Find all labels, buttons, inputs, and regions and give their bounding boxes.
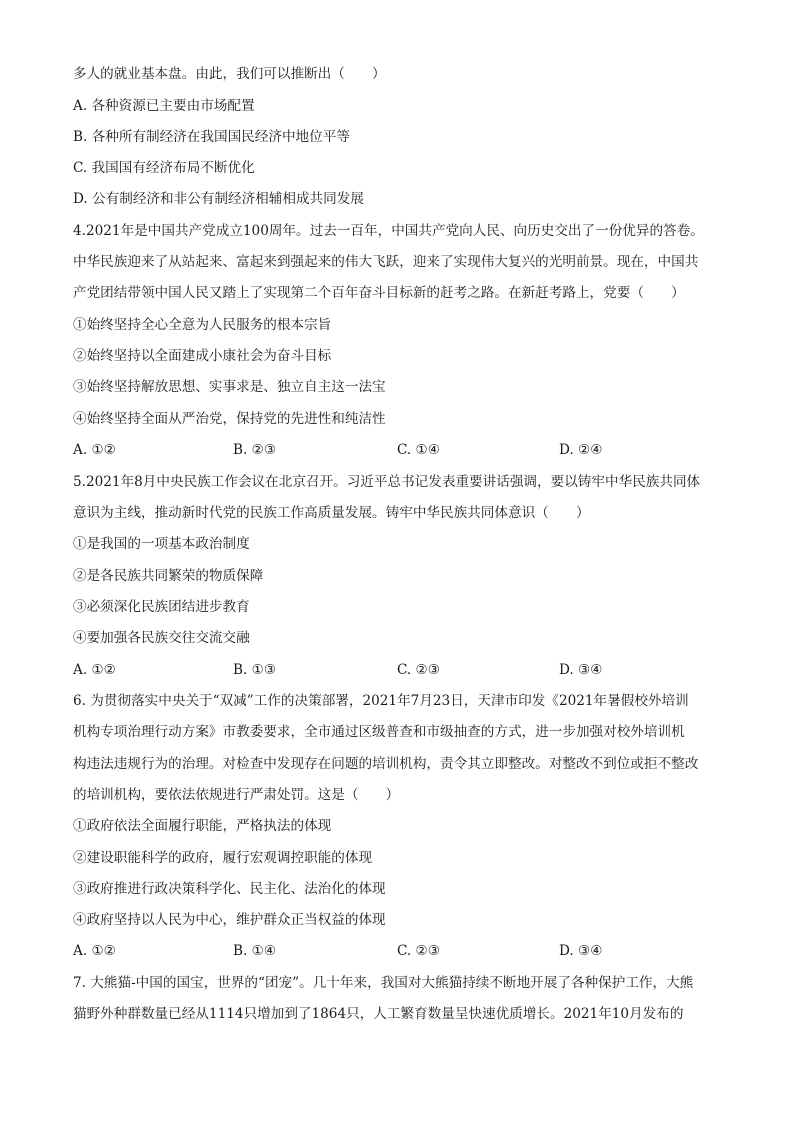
q4-choices	[73, 440, 733, 460]
q3-option-b: B. 各种所有制经济在我国国民经济中地位平等	[73, 129, 350, 145]
q4-statement-4: ④始终坚持全面从严治党，保持党的先进性和纯洁性	[73, 411, 386, 427]
q5-statement-4: ④要加强各民族交往交流交融	[73, 630, 250, 646]
q5-choice-a: A. ①②	[73, 662, 116, 678]
q6-stem-line-3: 构违法违规行为的治理。对检查中发现存在问题的培训机构，责令其立即整改。对整改不到位或拒不整改	[73, 756, 699, 772]
q4-statement-2: ②始终坚持以全面建成小康社会为奋斗目标	[73, 348, 332, 364]
q5-choice-b: B. ①③	[233, 662, 277, 678]
q3-stem-tail: 多人的就业基本盘。由此，我们可以推断出（ ）	[73, 66, 386, 82]
q4-statement-3: ③始终坚持解放思想、实事求是、独立自主这一法宝	[73, 379, 386, 395]
q4-stem-line-3: 产党团结带领中国人民又踏上了实现第二个百年奋斗目标新的赶考之路。在新赶考路上，党要（ ）	[73, 285, 685, 301]
q5-choice-d: D. ③④	[559, 662, 603, 678]
q5-choices	[73, 660, 733, 680]
q4-choice-b: B. ②③	[233, 442, 277, 458]
q6-choice-b: B. ①④	[233, 943, 277, 959]
q7-stem-line-2: 猫野外种群数量已经从1114只增加到了1864只，人工繁育数量呈快速优质增长。2021年10月发布的	[73, 1006, 684, 1022]
q5-choice-c: C. ②③	[397, 662, 440, 678]
q6-choice-d: D. ③④	[559, 943, 603, 959]
q3-option-c: C. 我国国有经济布局不断优化	[73, 160, 255, 176]
q4-stem-line-1: 4.2021年是中国共产党成立100周年。过去一百年，中国共产党向人民、向历史交出了一份优异的答卷。	[73, 223, 704, 239]
q6-choice-a: A. ①②	[73, 943, 116, 959]
q4-choice-d: D. ②④	[559, 442, 603, 458]
q4-choice-a: A. ①②	[73, 442, 116, 458]
q5-statement-3: ③必须深化民族团结进步教育	[73, 599, 250, 615]
q7-stem-line-1: 7. 大熊猫-中国的国宝，世界的“团宠”。几十年来，我国对大熊猫持续不断地开展了各种保护工作，大熊	[73, 975, 694, 991]
q6-statement-2: ②建设职能科学的政府，履行宏观调控职能的体现	[73, 850, 373, 866]
q3-option-d: D. 公有制经济和非公有制经济相辅相成共同发展	[73, 191, 364, 207]
q6-statement-4: ④政府坚持以人民为中心，维护群众正当权益的体现	[73, 912, 386, 928]
q5-statement-2: ②是各民族共同繁荣的物质保障	[73, 568, 264, 584]
q3-option-a: A. 各种资源已主要由市场配置	[73, 98, 255, 114]
q6-stem-line-2: 机构专项治理行动方案》市教委要求，全市通过区级普查和市级抽查的方式，进一步加强对校外培训机	[73, 724, 685, 740]
q6-stem-line-1: 6. 为贯彻落实中央关于“双减”工作的决策部署，2021年7月23日，天津市印发《2021年暑假校外培训	[73, 693, 689, 709]
q5-statement-1: ①是我国的一项基本政治制度	[73, 536, 250, 552]
q4-stem-line-2: 中华民族迎来了从站起来、富起来到强起来的伟大飞跃，迎来了实现伟大复兴的光明前景。现在，中国共	[73, 254, 699, 270]
q6-choice-c: C. ②③	[397, 943, 440, 959]
q4-statement-1: ①始终坚持全心全意为人民服务的根本宗旨	[73, 317, 332, 333]
q6-statement-1: ①政府依法全面履行职能，严格执法的体现	[73, 818, 332, 834]
q5-stem-line-2: 意识为主线，推动新时代党的民族工作高质量发展。铸牢中华民族共同体意识（ ）	[73, 505, 590, 521]
q6-choices	[73, 941, 733, 961]
q4-choice-c: C. ①④	[397, 442, 440, 458]
q6-statement-3: ③政府推进行政决策科学化、民主化、法治化的体现	[73, 881, 386, 897]
q6-stem-line-4: 的培训机构，要依法依规进行严肃处罚。这是（ ）	[73, 787, 400, 803]
q5-stem-line-1: 5.2021年8月中央民族工作会议在北京召开。习近平总书记发表重要讲话强调，要以铸牢中华民族共同体	[73, 474, 701, 490]
